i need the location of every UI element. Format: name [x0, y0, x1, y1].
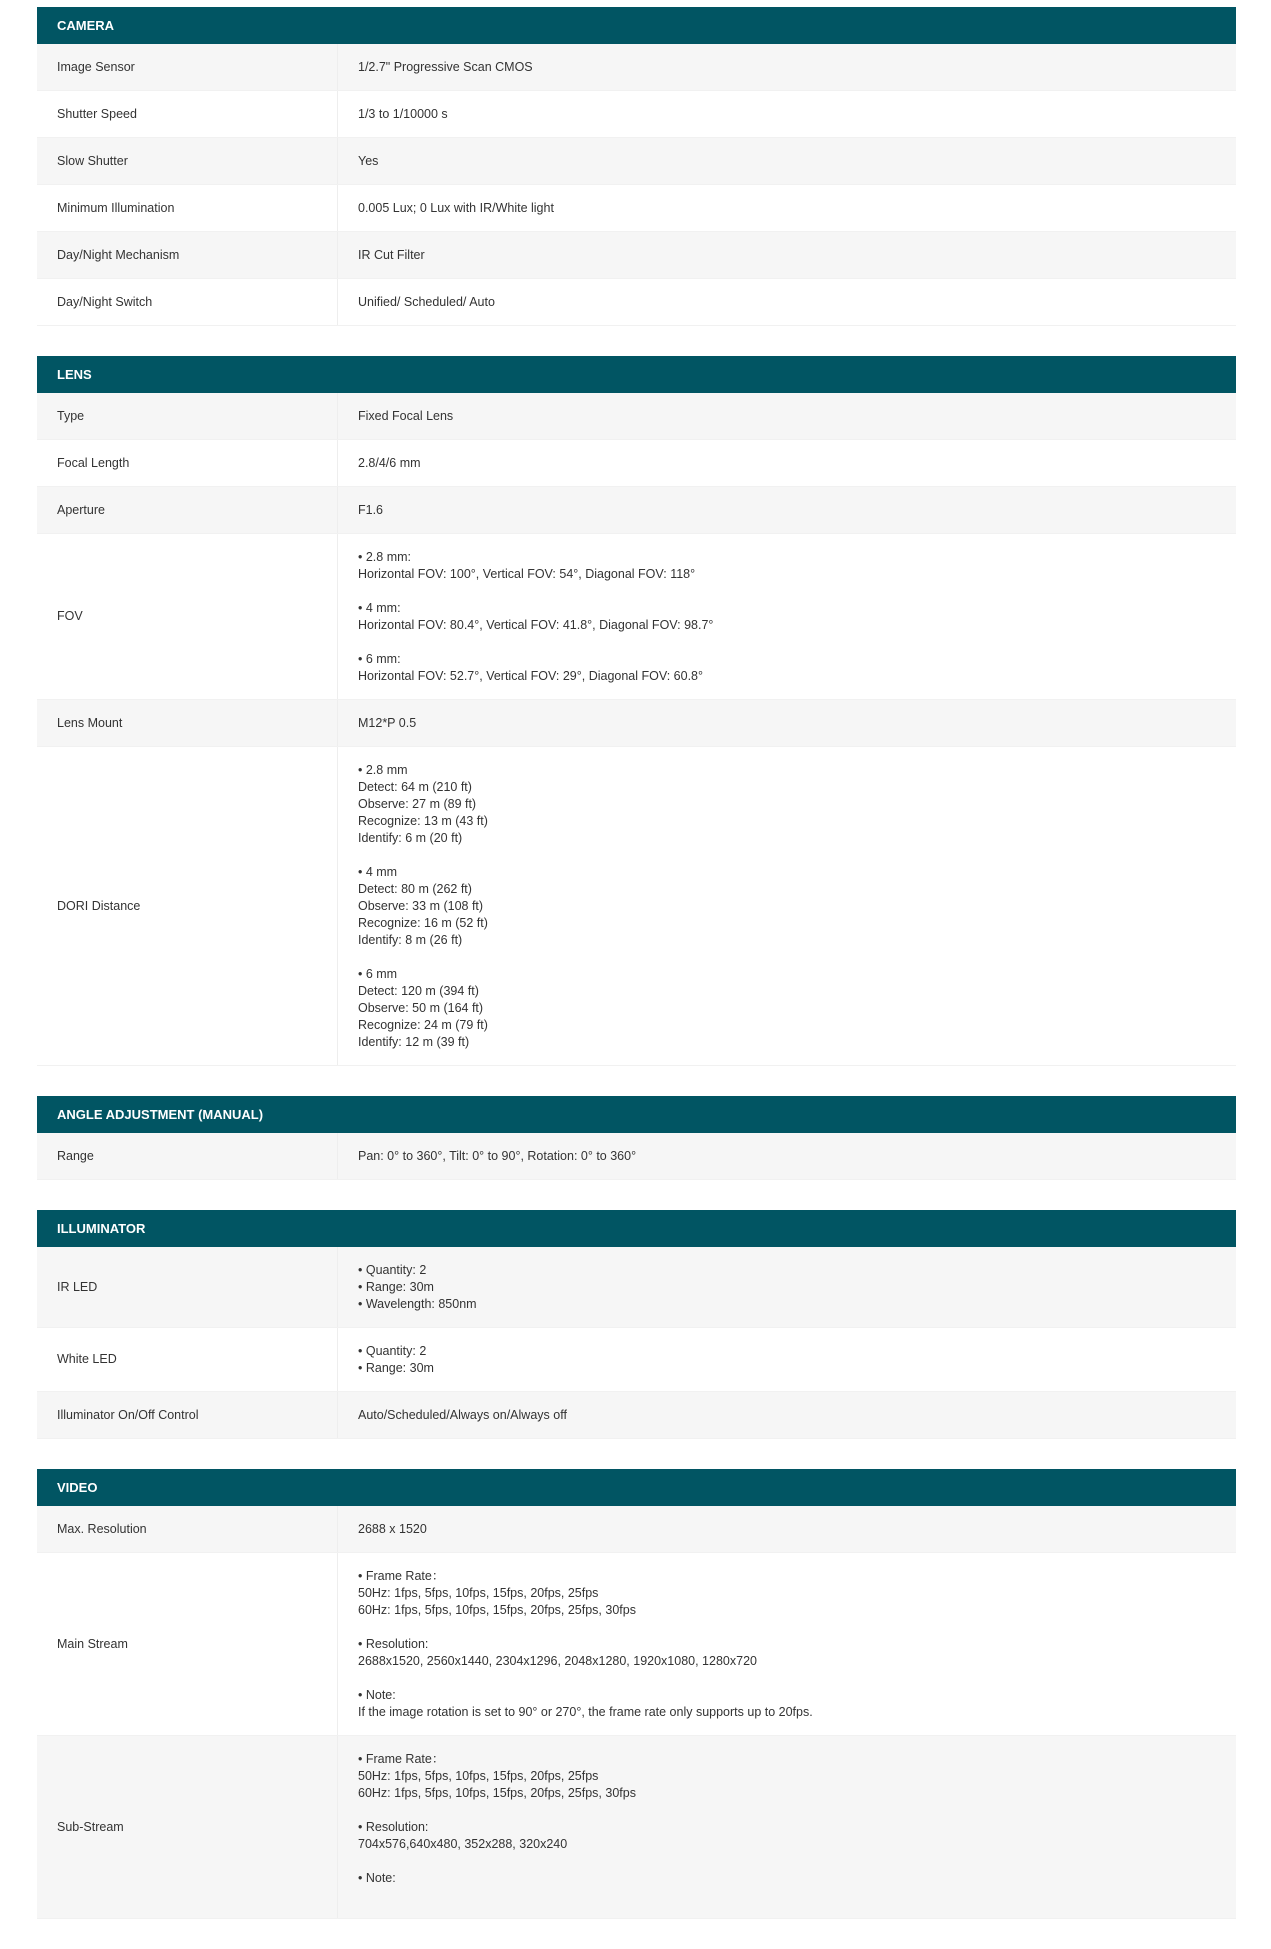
spec-value-line	[358, 1802, 1216, 1819]
spec-value-line: • 4 mm:	[358, 601, 401, 615]
spec-value-line: • 2.8 mm	[358, 763, 408, 777]
spec-row	[37, 1133, 1236, 1180]
spec-label: FOV	[57, 609, 83, 623]
spec-row	[37, 747, 1236, 1066]
spec-label: Main Stream	[57, 1636, 128, 1651]
spec-row	[37, 1506, 1236, 1553]
spec-value-line: Identify: 6 m (20 ft)	[358, 831, 463, 845]
spec-label: Day/Night Switch	[57, 294, 153, 309]
spec-value	[337, 1506, 1236, 1552]
spec-label: IR LED	[57, 1279, 98, 1294]
spec-section	[37, 1469, 1236, 1919]
spec-value	[337, 1328, 1236, 1391]
spec-row	[37, 1328, 1236, 1392]
spec-value-line: Observe: 33 m (108 ft)	[358, 899, 484, 913]
spec-value-line: Horizontal FOV: 80.4°, Vertical FOV: 41.8°, Diagonal FOV: 98.7°	[358, 618, 714, 632]
spec-value-line	[358, 583, 1216, 600]
spec-label: Range	[57, 1148, 94, 1163]
spec-value-line: 2.8/4/6 mm	[358, 456, 421, 470]
spec-value-line: 50Hz: 1fps, 5fps, 10fps, 15fps, 20fps, 25fps	[358, 1769, 599, 1783]
spec-value	[337, 700, 1236, 746]
spec-value-line: 2688x1520, 2560x1440, 2304x1296, 2048x1280, 1920x1080, 1280x720	[358, 1654, 757, 1668]
spec-value-line: Yes	[358, 154, 379, 168]
spec-row	[37, 487, 1236, 534]
spec-value-line: Recognize: 13 m (43 ft)	[358, 814, 488, 828]
spec-row	[37, 232, 1236, 279]
spec-value-line: • Note:	[358, 1871, 396, 1885]
spec-value-line	[358, 1887, 1216, 1904]
spec-row	[37, 1736, 1236, 1919]
spec-table	[37, 7, 1236, 1949]
spec-section	[37, 356, 1236, 1066]
spec-value-line: If the image rotation is set to 90° or 270°, the frame rate only supports up to 20fps.	[358, 1705, 813, 1719]
spec-value-line: Observe: 50 m (164 ft)	[358, 1001, 484, 1015]
section-body	[37, 1133, 1236, 1180]
spec-label: Sub-Stream	[57, 1819, 124, 1834]
spec-value	[337, 1392, 1236, 1438]
spec-value	[337, 393, 1236, 439]
spec-value-line: Detect: 64 m (210 ft)	[358, 780, 472, 794]
spec-value-line: • Resolution:	[358, 1637, 429, 1651]
spec-value-line: • Note:	[358, 1688, 396, 1702]
spec-value-line: Detect: 120 m (394 ft)	[358, 984, 479, 998]
spec-value-line	[358, 949, 1216, 966]
spec-label: Type	[57, 408, 85, 423]
spec-row	[37, 185, 1236, 232]
spec-row	[37, 279, 1236, 326]
spec-value-line: • 6 mm	[358, 967, 398, 981]
spec-label: Minimum Illumination	[57, 200, 175, 215]
spec-row	[37, 91, 1236, 138]
spec-value	[337, 487, 1236, 533]
spec-value-line: Observe: 27 m (89 ft)	[358, 797, 477, 811]
spec-value-line: 1/2.7" Progressive Scan CMOS	[358, 60, 533, 74]
spec-value	[337, 1133, 1236, 1179]
section-body	[37, 44, 1236, 326]
spec-value	[337, 279, 1236, 325]
spec-label: Illuminator On/Off Control	[57, 1407, 199, 1422]
spec-value	[337, 747, 1236, 1065]
spec-row	[37, 138, 1236, 185]
spec-value	[337, 232, 1236, 278]
spec-row	[37, 1392, 1236, 1439]
spec-value-line: • 2.8 mm:	[358, 550, 411, 564]
spec-label: Shutter Speed	[57, 106, 137, 121]
spec-label: Max. Resolution	[57, 1521, 147, 1536]
spec-value-line: 50Hz: 1fps, 5fps, 10fps, 15fps, 20fps, 25fps	[358, 1586, 599, 1600]
section-body	[37, 1506, 1236, 1919]
spec-label: Slow Shutter	[57, 153, 128, 168]
spec-value-line	[358, 1619, 1216, 1636]
spec-label: Day/Night Mechanism	[57, 247, 180, 262]
spec-section	[37, 1096, 1236, 1180]
spec-value-line	[358, 847, 1216, 864]
spec-value-line: Auto/Scheduled/Always on/Always off	[358, 1408, 567, 1422]
section-body	[37, 1247, 1236, 1439]
spec-value	[337, 44, 1236, 90]
spec-value-line: 1/3 to 1/10000 s	[358, 107, 448, 121]
spec-label: Focal Length	[57, 455, 130, 470]
spec-value-line: • Resolution:	[358, 1820, 429, 1834]
spec-value-line: Pan: 0° to 360°, Tilt: 0° to 90°, Rotation: 0° to 360°	[358, 1149, 637, 1163]
spec-value-line: M12*P 0.5	[358, 716, 417, 730]
spec-label: DORI Distance	[57, 898, 141, 913]
spec-label: Aperture	[57, 502, 105, 517]
spec-value-line: Horizontal FOV: 52.7°, Vertical FOV: 29°, Diagonal FOV: 60.8°	[358, 669, 704, 683]
spec-value-line: Identify: 12 m (39 ft)	[358, 1035, 470, 1049]
spec-row	[37, 1553, 1236, 1736]
spec-value-line: 704x576,640x480, 352x288, 320x240	[358, 1837, 568, 1851]
spec-row	[37, 44, 1236, 91]
section-header: LENS	[37, 356, 1236, 393]
spec-row	[37, 700, 1236, 747]
spec-value-line	[358, 634, 1216, 651]
spec-value-line: • Frame Rate：	[358, 1752, 445, 1766]
spec-value-line: • 4 mm	[358, 865, 398, 879]
section-header: ILLUMINATOR	[37, 1210, 1236, 1247]
spec-section	[37, 1210, 1236, 1439]
spec-row	[37, 1247, 1236, 1328]
spec-value-line: • Frame Rate：	[358, 1569, 445, 1583]
spec-value-line: • 6 mm:	[358, 652, 401, 666]
spec-value-line: F1.6	[358, 503, 384, 517]
spec-row	[37, 440, 1236, 487]
spec-value-line: 0.005 Lux; 0 Lux with IR/White light	[358, 201, 554, 215]
spec-row	[37, 534, 1236, 700]
section-header: VIDEO	[37, 1469, 1236, 1506]
spec-value-line: IR Cut Filter	[358, 248, 425, 262]
spec-value-line: • Quantity: 2	[358, 1263, 427, 1277]
spec-section	[37, 7, 1236, 326]
spec-value-line: Unified/ Scheduled/ Auto	[358, 295, 495, 309]
spec-value-line: Detect: 80 m (262 ft)	[358, 882, 472, 896]
spec-value-line: Identify: 8 m (26 ft)	[358, 933, 463, 947]
spec-row	[37, 393, 1236, 440]
spec-value	[337, 534, 1236, 699]
spec-value-line	[358, 1853, 1216, 1870]
spec-value-line: Recognize: 16 m (52 ft)	[358, 916, 488, 930]
section-header: CAMERA	[37, 7, 1236, 44]
spec-value	[337, 138, 1236, 184]
spec-value	[337, 1247, 1236, 1327]
spec-value-line: 60Hz: 1fps, 5fps, 10fps, 15fps, 20fps, 25fps, 30fps	[358, 1786, 636, 1800]
spec-value-line: 60Hz: 1fps, 5fps, 10fps, 15fps, 20fps, 25fps, 30fps	[358, 1603, 636, 1617]
spec-value-line: Fixed Focal Lens	[358, 409, 454, 423]
spec-value-line: • Quantity: 2	[358, 1344, 427, 1358]
spec-value-line: Horizontal FOV: 100°, Vertical FOV: 54°, Diagonal FOV: 118°	[358, 567, 696, 581]
spec-label: Lens Mount	[57, 715, 123, 730]
spec-label: Image Sensor	[57, 59, 135, 74]
spec-value	[337, 91, 1236, 137]
spec-label: White LED	[57, 1352, 117, 1366]
spec-value	[337, 1553, 1236, 1735]
section-body	[37, 393, 1236, 1066]
spec-value	[337, 185, 1236, 231]
spec-value	[337, 1736, 1236, 1918]
section-header: ANGLE ADJUSTMENT (MANUAL)	[37, 1096, 1236, 1133]
spec-value-line: Recognize: 24 m (79 ft)	[358, 1018, 488, 1032]
spec-value-line: • Wavelength: 850nm	[358, 1297, 477, 1311]
spec-value-line: • Range: 30m	[358, 1361, 434, 1375]
spec-value	[337, 440, 1236, 486]
spec-value-line	[358, 1670, 1216, 1687]
spec-value-line: • Range: 30m	[358, 1280, 434, 1294]
spec-value-line: 2688 x 1520	[358, 1522, 427, 1536]
